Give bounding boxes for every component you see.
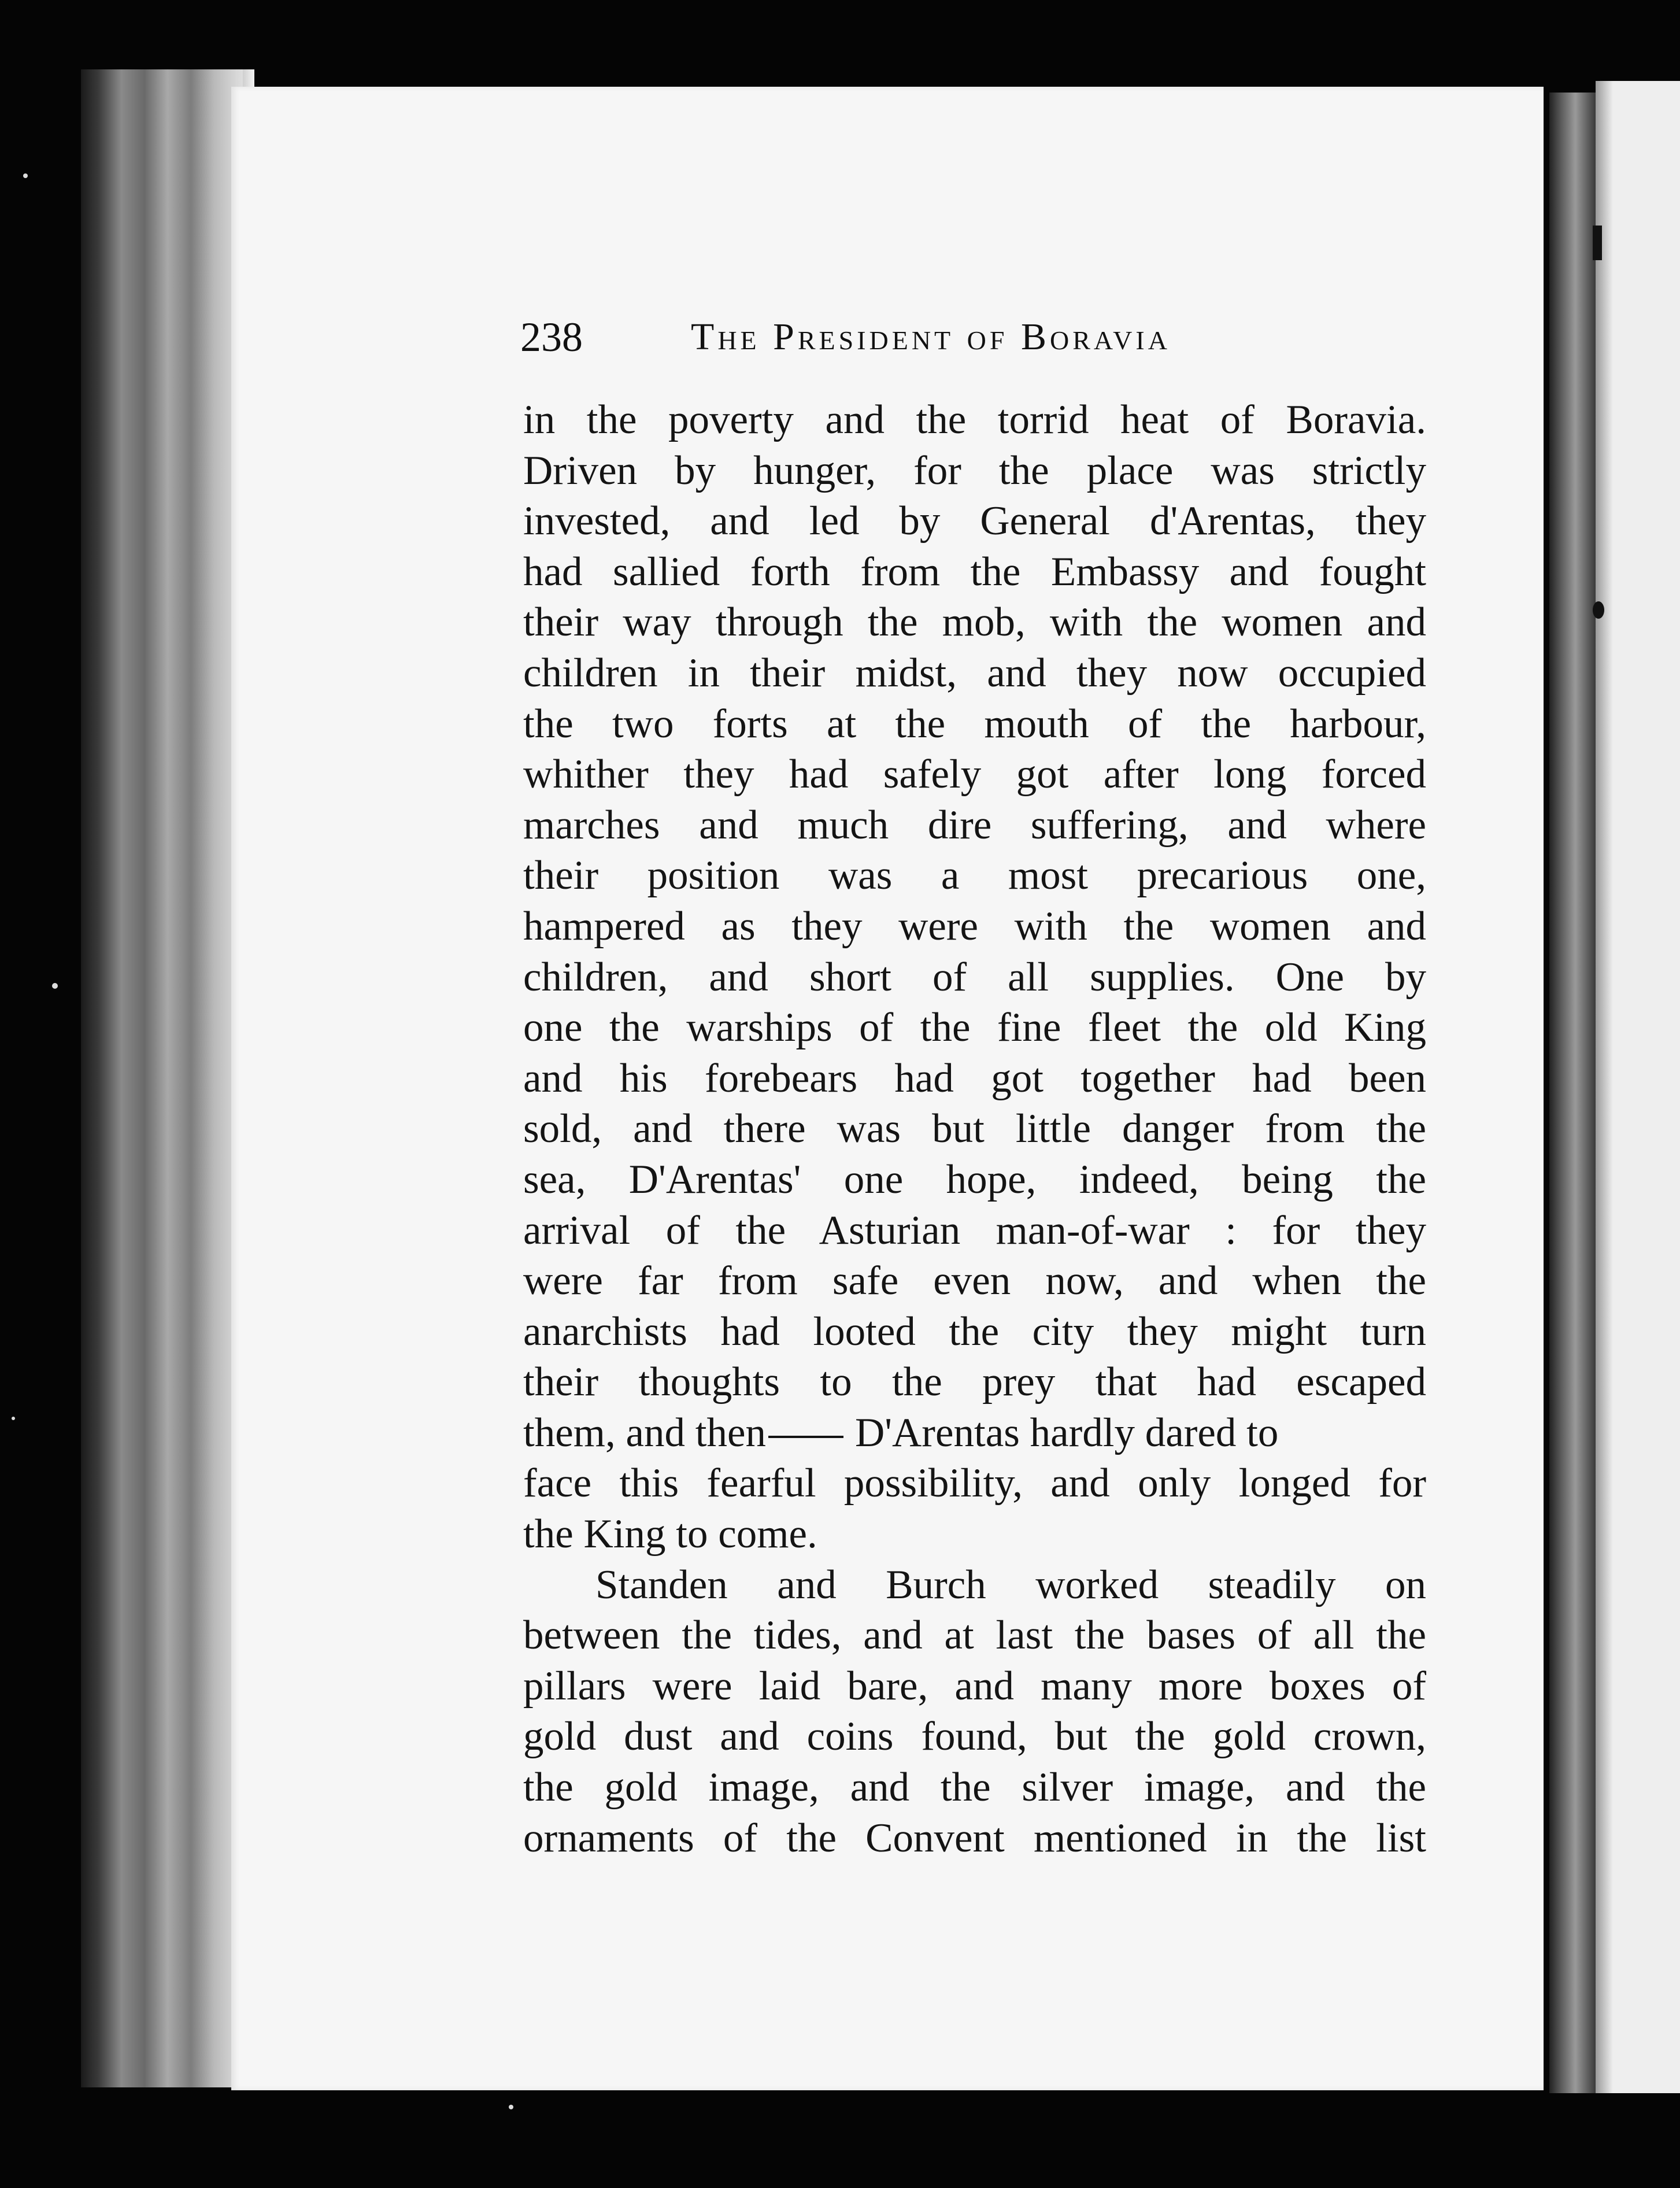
paragraph-end-line: the King to come. — [523, 1511, 817, 1557]
text-line: ornaments of the Convent mentioned in the list — [523, 1815, 1426, 1861]
text-line: had sallied forth from the Embassy and fought — [523, 549, 1426, 594]
text-line: the two forts at the mouth of the harbour, — [523, 701, 1426, 746]
text-line: gold dust and coins found, but the gold crown, — [523, 1714, 1426, 1760]
text-line: in the poverty and the torrid heat of Boravia. — [523, 397, 1426, 442]
text-line: their thoughts to the prey that had escaped — [523, 1359, 1426, 1405]
running-head — [520, 311, 1422, 363]
text-line: their way through the mob, with the women and — [523, 600, 1426, 645]
page-edges — [81, 69, 254, 2087]
body-text — [523, 395, 1426, 1864]
text-line: one the warships of the fine fleet the old King — [523, 1005, 1426, 1051]
text-line: anarchists had looted the city they might turn — [523, 1309, 1426, 1354]
text-line: were far from safe even now, and when the — [523, 1258, 1426, 1304]
text-line: arrival of the Asturian man-of-war : for they — [523, 1207, 1426, 1253]
text-line: their position was a most precarious one, — [523, 853, 1426, 899]
paragraph-start-line: Standen and Burch worked steadily on — [595, 1562, 1426, 1607]
scan-speck — [12, 1417, 15, 1420]
text-line-start: them, and then — [523, 1410, 766, 1455]
em-dash-rule — [768, 1436, 843, 1438]
scan-speck — [23, 173, 28, 178]
text-line: between the tides, and at last the bases of all the — [523, 1613, 1426, 1658]
text-line: hampered as they were with the women and — [523, 903, 1426, 949]
text-line: whither they had safely got after long forced — [523, 752, 1426, 797]
text-line: and his forebears had got together had been — [523, 1055, 1426, 1101]
running-title: The President of Boravia — [691, 316, 1171, 358]
text-line: face this fearful possibility, and only longed for — [523, 1461, 1426, 1506]
text-line: children in their midst, and they now occupied — [523, 650, 1426, 696]
book-gutter — [1549, 93, 1596, 2093]
text-line: sold, and there was but little danger from the — [523, 1106, 1426, 1152]
facing-page-mark — [1593, 226, 1602, 260]
facing-page-mark — [1593, 601, 1604, 619]
scan-speck — [509, 2105, 513, 2109]
facing-page-edge — [1596, 81, 1680, 2093]
scan-speck — [52, 983, 58, 989]
page-number: 238 — [520, 314, 583, 360]
text-line: invested, and led by General d'Arentas, they — [523, 498, 1426, 544]
text-line: pillars were laid bare, and many more boxes of — [523, 1663, 1426, 1709]
text-line: children, and short of all supplies. One by — [523, 954, 1426, 1000]
text-line: Driven by hunger, for the place was strictly — [523, 448, 1426, 493]
text-line — [523, 1408, 1426, 1459]
text-line: sea, D'Arentas' one hope, indeed, being the — [523, 1156, 1426, 1202]
text-line: the gold image, and the silver image, and the — [523, 1765, 1426, 1810]
text-line-end: D'Arentas hardly dared to — [854, 1410, 1279, 1455]
text-line: marches and much dire suffering, and where — [523, 802, 1426, 848]
